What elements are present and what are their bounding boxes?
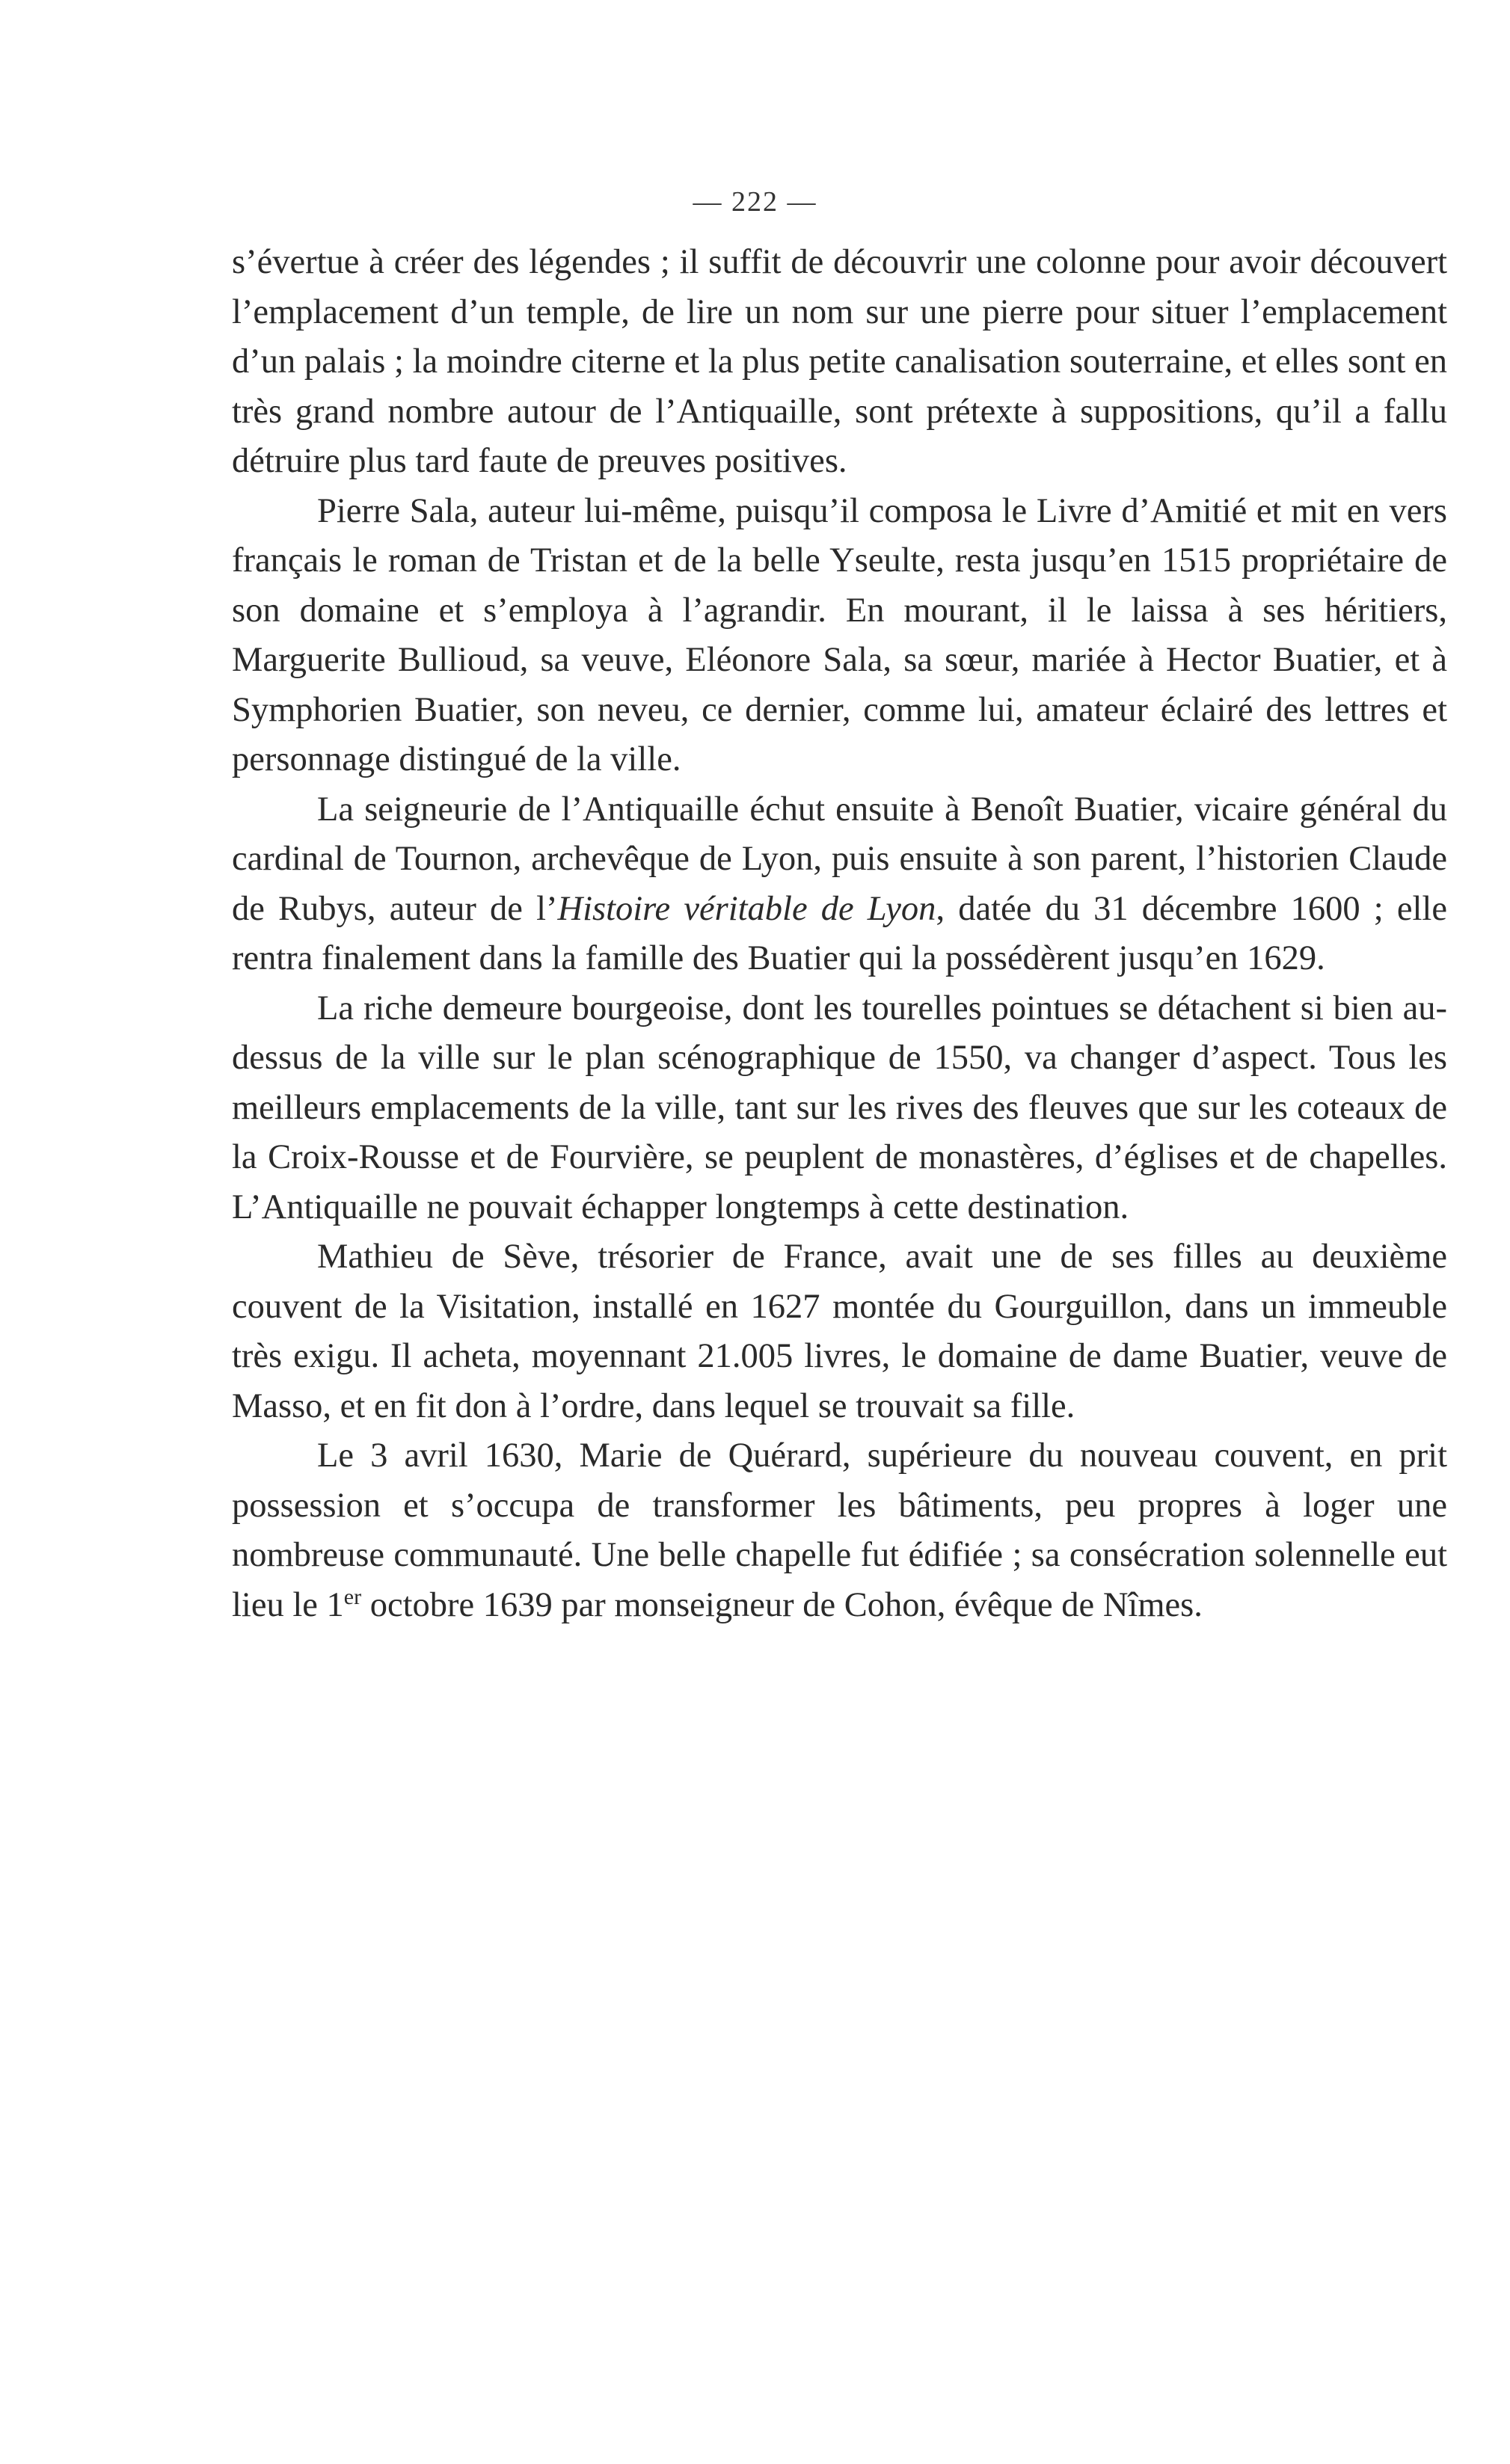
paragraph-3 [232, 785, 1447, 984]
book-title-italic: Histoire véritable de Lyon [557, 889, 936, 928]
paragraph-5: Mathieu de Sève, trésorier de France, avait une de ses filles au deuxième couvent de la Visitation, installé en 1627 montée du Gourguillon, dans un immeuble très exigu. Il acheta, moyennant 21.005 livres, le domaine de dame Buatier, veuve de Masso, et en fit don à l’ordre, dans lequel se trouvait sa fille. [232, 1238, 1447, 1425]
paragraph-4: La riche demeure bourgeoise, dont les tourelles pointues se détachent si bien au-dessus de la ville sur le plan scénographique de 1550, va changer d’aspect. Tous les meilleurs emplacements de la ville, tant sur les rives des fleuves que sur les coteaux de la Croix-Rousse et de Fourvière, se peuplent de monastères, d’églises et de chapelles. L’Antiquaille ne pouvait échapper longtemps à cette destination. [232, 989, 1447, 1226]
ordinal-superscript: er [343, 1584, 362, 1609]
body-text [232, 238, 1447, 1630]
paragraph-6-text-end: octobre 1639 par monseigneur de Cohon, évêque de Nîmes. [361, 1585, 1203, 1624]
page-number: — 222 — [693, 186, 817, 218]
paragraph-3-text-start: La seigneurie de l’Antiquaille échut ensuite à Benoît Buatier, vicaire général du cardinal de Tournon, archevêque de Lyon, puis ensuite à son parent, l’historien Claude de Rubys, auteur de l’ [232, 790, 1447, 928]
paragraph-1: s’évertue à créer des légendes ; il suffit de découvrir une colonne pour avoir découvert l’emplacement d’un temple, de lire un nom sur une pierre pour situer l’emplacement d’un palais ; la moindre citerne et la plus petite canalisation souterraine, et elles sont en très grand nombre autour de l’Antiquaille, sont prétexte à suppositions, qu’il a fallu détruire plus tard faute de preuves positives. [232, 243, 1447, 480]
paragraph-6 [232, 1431, 1447, 1630]
paragraph-3-text-end: , datée du 31 décembre 1600 ; elle rentra finalement dans la famille des Buatier qui la possédèrent jusqu’en 1629. [232, 889, 1447, 977]
paragraph-2: Pierre Sala, auteur lui-même, puisqu’il composa le Livre d’Amitié et mit en vers français le roman de Tristan et de la belle Yseulte, resta jusqu’en 1515 propriétaire de son domaine et s’employa à l’agrandir. En mourant, il le laissa à ses héritiers, Marguerite Bullioud, sa veuve, Eléonore Sala, sa sœur, mariée à Hector Buatier, et à Symphorien Buatier, son neveu, ce dernier, comme lui, amateur éclairé des lettres et personnage distingué de la ville. [232, 491, 1447, 778]
paragraph-6-text-start: Le 3 avril 1630, Marie de Quérard, supérieure du nouveau couvent, en prit possession et s’occupa de transformer les bâtiments, peu propres à loger une nombreuse communauté. Une belle chapelle fut édifiée ; sa consécration solennelle eut lieu le 1 [232, 1437, 1447, 1624]
